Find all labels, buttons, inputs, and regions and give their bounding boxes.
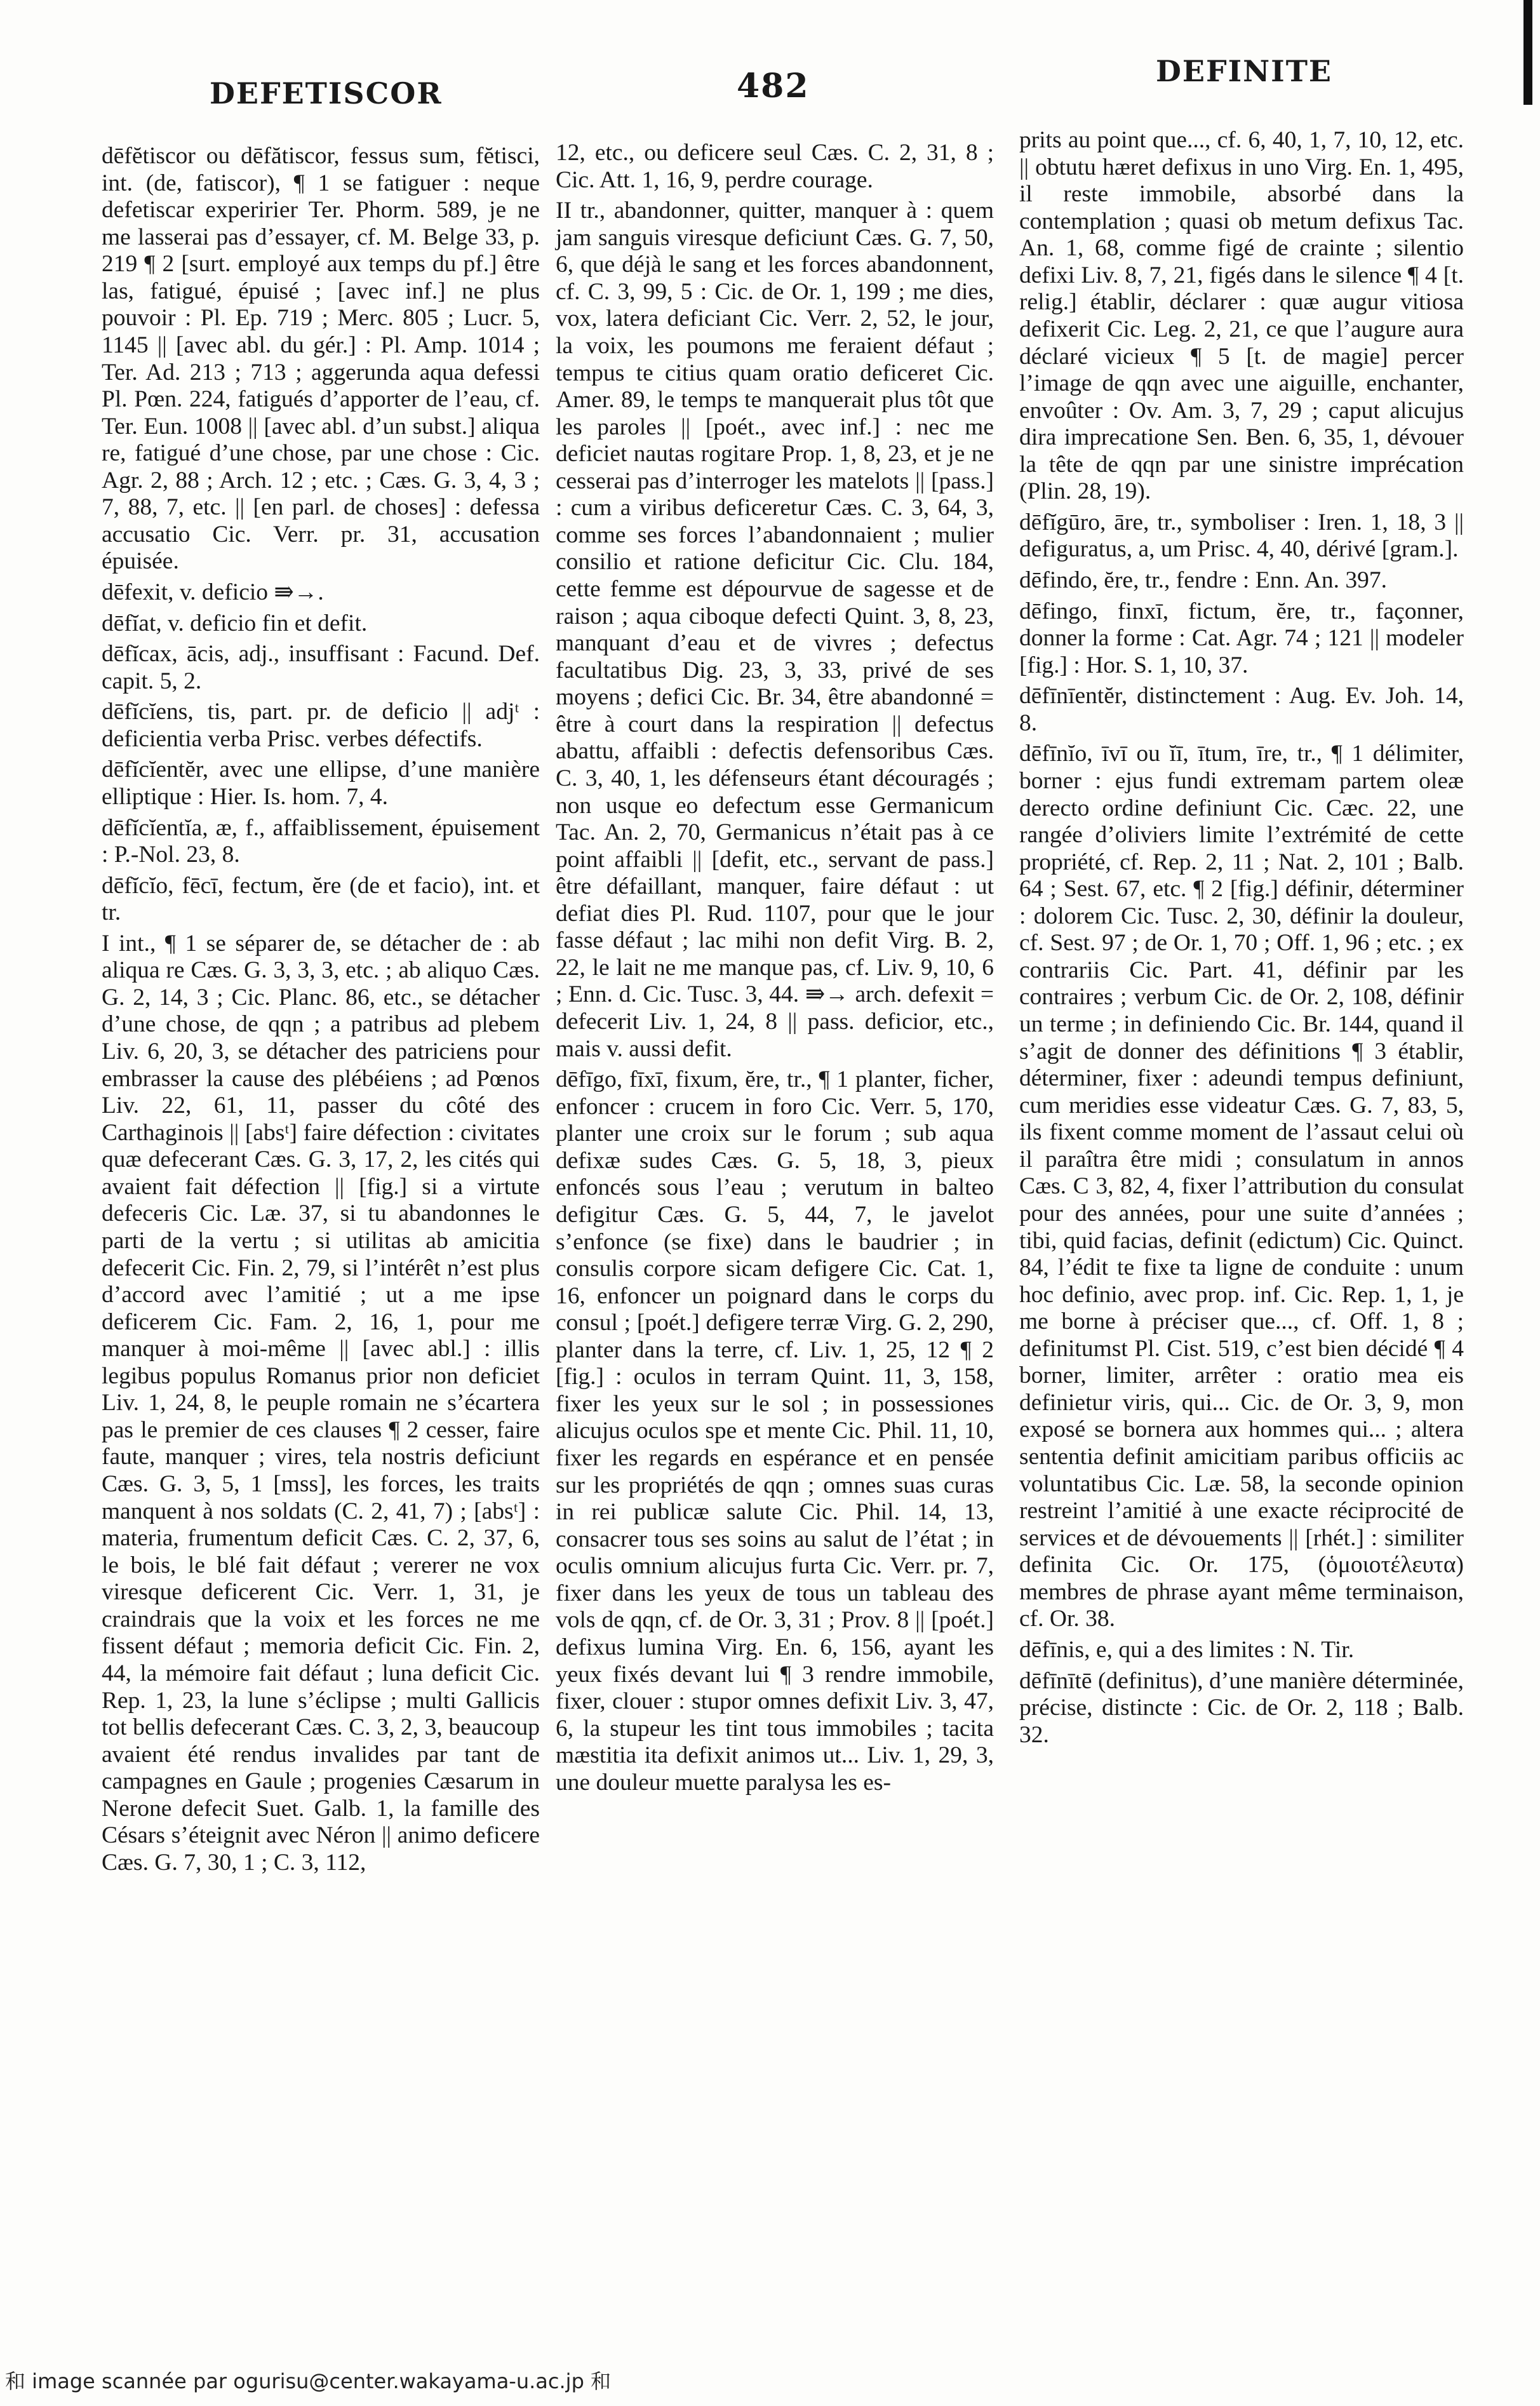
dictionary-entry: dēfexit, v. deficio ⇛→. [102, 579, 324, 605]
dictionary-entry: prits au point que..., cf. 6, 40, 1, 7, 10, 12, etc. || obtutu hæret defixus in uno Virg. En. 1, 495, il reste immobile, absorbé dans la contemplation ; quasi ob metum defixus Tac. An. 1, 68, comme figé de crainte ; silentio defixi Liv. 8, 7, 21, figés dans le silence ¶ 4 [t. relig.] établir, déclarer : quæ augur vitiosa defixerit Cic. Leg. 2, 21, ce que l’augure aura déclaré vicieux ¶ 5 [t. de magie] percer l’image de qqn avec une aiguille, enchanter, envoûter : Ov. Am. 3, 7, 29 ; caput alicujus dira imprecatione Sen. Ben. 6, 35, 1, dévouer la tête de qqn par une sinistre imprécation (Plin. 28, 19). [1019, 127, 1464, 505]
page-number: 482 [737, 67, 810, 105]
dictionary-entry: dēfīnĭo, īvī ou ĭī, ītum, īre, tr., ¶ 1 délimiter, borner : ejus fundi extremam partem oleæ derecto ordine definiunt Cic. Cæc. 22, une rangée d’oliviers limite l’extrémité de cette propriété, cf. Rep. 2, 11 ; Nat. 2, 101 ; Balb. 64 ; Sest. 67, etc. ¶ 2 [fig.] définir, déterminer : dolorem Cic. Tusc. 2, 30, définir la douleur, cf. Sest. 97 ; de Or. 1, 70 ; Off. 1, 96 ; etc. ; ex contrariis Cic. Part. 41, définir par les contraires ; verbum Cic. de Or. 2, 108, définir un terme ; in definiendo Cic. Br. 144, quand il s’agit de donner des définitions ¶ 3 établir, déterminer, fixer : adeundi tempus definiunt, cum meridies esse videatur Cæs. G. 7, 83, 5, ils fixent comme moment de l’assaut celui où il paraîtra être midi ; consulatum in annos Cæs. C 3, 82, 4, fixer l’attribution du consulat pour des années, pour une suite d’années ; tibi, quid facias, definit (edictum) Cic. Quinct. 84, l’édit te fixe ta ligne de conduite : unum hoc definio, avec prop. inf. Cic. Rep. 1, 1, je me borne à préciser que..., cf. Off. 1, 8 ; definitumst Pl. Cist. 519, c’est bien décidé ¶ 4 borner, limiter, arrêter : oratio mea eis definietur viris, qui... Cic. de Or. 3, 9, mon exposé se bornera aux hommes qui... ; altera sententia definit amicitiam paribus officiis ac voluntatibus Cic. Læ. 58, la seconde opinion restreint l’amitié à une exacte réciprocité de services et de dévouements || [rhét.] : similiter definita Cic. Or. 175, (ὁμοιοτέλευτα) membres de phrase ayant même terminaison, cf. Or. 38. [1019, 741, 1464, 1632]
dictionary-entry: dēfīnis, e, qui a des limites : N. Tir. [1019, 1636, 1355, 1663]
dictionary-entry: dēfĭcax, ācis, adj., insuffisant : Facund. Def. capit. 5, 2. [102, 641, 540, 694]
running-head-left: DEFETISCOR [210, 76, 443, 111]
dictionary-entry: dēfīnītē (definitus), d’une manière déterminée, précise, distincte : Cic. de Or. 2, 118 ; Balb. 32. [1019, 1667, 1464, 1748]
dictionary-entry: dēfindo, ĕre, tr., fendre : Enn. An. 397. [1019, 567, 1388, 593]
column-1 [102, 143, 540, 1880]
dictionary-entry: dēfĭcĭentĕr, avec une ellipse, d’une manière elliptique : Hier. Is. hom. 7, 4. [102, 756, 540, 810]
running-head-right: DEFINITE [1156, 54, 1332, 88]
column-3 [1019, 127, 1464, 1752]
scan-credit: 和 image scannée par ogurisu@center.wakayama-u.ac.jp 和 [5, 2369, 612, 2393]
dictionary-entry: dēfĕtiscor ou dēfătiscor, fessus sum, fĕtisci, int. (de, fatiscor), ¶ 1 se fatiguer : neque defetiscar experirier Ter. Phorm. 589, je ne me lasserai pas d’essayer, cf. M. Belge 33, p. 219 ¶ 2 [surt. employé aux temps du pf.] être las, fatigué, épuisé ; [avec inf.] ne plus pouvoir : Pl. Ep. 719 ; Merc. 805 ; Lucr. 5, 1145 || [avec abl. du gér.] : Pl. Amp. 1014 ; Ter. Ad. 213 ; 713 ; aggerunda aqua defessi Pl. Pœn. 224, fatigués d’apporter de l’eau, cf. Ter. Eun. 1008 || [avec abl. d’un subst.] aliqua re, fatigué d’une chose, par une chose : Cic. Agr. 2, 88 ; Arch. 12 ; etc. ; Cæs. G. 3, 4, 3 ; 7, 88, 7, etc. || [en parl. de choses] : defessa accusatio Cic. Verr. pr. 31, accusation épuisée. [102, 143, 540, 575]
dictionary-entry: I int., ¶ 1 se séparer de, se détacher de : ab aliqua re Cæs. G. 3, 3, 3, etc. ; ab aliquo Cæs. G. 2, 14, 3 ; Cic. Planc. 86, etc., se détacher d’une chose, de qqn ; a patribus ad plebem Liv. 6, 20, 3, se détacher des patriciens pour embrasser la cause des plébéiens ; ad Pœnos Liv. 22, 61, 11, passer du côté des Carthaginois || [absᵗ] faire défection : civitates quæ defecerant Cæs. G. 3, 17, 2, les cités qui avaient fait défection || [fig.] si a virtute defeceris Cic. Læ. 37, si tu abandonnes le parti de la vertu ; si utilitas ab amicitia defecerit Cic. Fin. 2, 79, si l’intérêt n’est plus d’accord avec l’amitié ; ut a me ipse deficerem Cic. Fam. 2, 16, 1, pour me manquer à moi-même || [avec abl.] : illis legibus populus Romanus prior non deficiet Liv. 1, 24, 8, le peuple romain ne s’écartera pas le premier de ces clauses ¶ 2 cesser, faire faute, manquer ; vires, tela nostris deficiunt Cæs. G. 3, 5, 1 [mss], les forces, les traits manquent à nos soldats (C. 2, 41, 7) ; [absᵗ] : materia, frumentum deficit Cæs. C. 2, 37, 6, le bois, le blé fait défaut ; vererer ne vox viresque deficerent Cic. Verr. 1, 31, je craindrais que la voix et les forces ne me fissent défaut ; memoria deficit Cic. Fin. 2, 44, la mémoire fait défaut ; luna deficit Cic. Rep. 1, 23, la lune s’éclipse ; multi Gallicis tot bellis defecerant Cæs. C. 3, 2, 3, beaucoup avaient été rendus invalides par tant de campagnes en Gaule ; progenies Cæsarum in Nerone defecit Suet. Galb. 1, la famille des Césars s’éteignit avec Néron || animo deficere Cæs. G. 7, 30, 1 ; C. 3, 112, [102, 930, 540, 1876]
dictionary-entry: dēfĭcĭo, fēcī, fectum, ĕre (de et facio), int. et tr. [102, 872, 540, 926]
page-edge-mark [1523, 0, 1532, 105]
dictionary-entry: II tr., abandonner, quitter, manquer à : quem jam sanguis viresque deficiunt Cæs. G. 7, 50, 6, que déjà le sang et les forces abandonnent, cf. C. 3, 99, 5 : Cic. de Or. 1, 199 ; me dies, vox, latera deficiant Cic. Verr. 2, 52, le jour, la voix, les poumons me feraient défaut ; tempus te citius quam oratio deficeret Cic. Amer. 89, le temps te manquerait plus tôt que les paroles || [poét., avec inf.] : nec me deficiet nautas rogitare Prop. 1, 8, 23, et je ne cesserai pas d’interroger les matelots || [pass.] : cum a viribus deficeretur Cæs. C. 3, 64, 3, comme ses forces l’abandonnaient ; mulier consilio et ratione deficitur Cic. Clu. 184, cette femme est dépourvue de sagesse et de raison ; aqua ciboque defecti Quint. 3, 8, 23, manquant d’eau et de vivres ; defectus facultatibus Dig. 23, 3, 33, privé de ses moyens ; defici Cic. Br. 34, être abandonné = être à court dans la respiration || defectus abattu, affaibli : defectis defensoribus Cæs. C. 3, 40, 1, les défenseurs étant découragés ; non usque eo defectum esse Germanicum Tac. An. 2, 70, Germanicus n’était pas à ce point affaibli || [defit, etc., servant de pass.] être défaillant, manquer, faire défaut : ut defiat dies Pl. Rud. 1107, pour que le jour fasse défaut ; lac mihi non defit Virg. B. 2, 22, le lait ne me manque pas, cf. Liv. 9, 10, 6 ; Enn. d. Cic. Tusc. 3, 44. ⇛→ arch. defexit = defecerit Liv. 1, 24, 8 || pass. deficior, etc., mais v. aussi defit. [556, 198, 994, 1062]
dictionary-entry: dēfingo, finxī, fictum, ĕre, tr., façonner, donner la forme : Cat. Agr. 74 ; 121 || modeler [fig.] : Hor. S. 1, 10, 37. [1019, 598, 1464, 678]
column-2 [556, 140, 994, 1800]
dictionary-entry: dēfĭgūro, āre, tr., symboliser : Iren. 1, 18, 3 || defiguratus, a, um Prisc. 4, 40, dérivé [gram.]. [1019, 509, 1464, 563]
dictionary-entry: dēfĭat, v. deficio fin et defit. [102, 610, 368, 636]
dictionary-entry: dēfīnīentĕr, distinctement : Aug. Ev. Joh. 14, 8. [1019, 683, 1464, 736]
dictionary-entry: 12, etc., ou deficere seul Cæs. C. 2, 31, 8 ; Cic. Att. 1, 16, 9, perdre courage. [556, 140, 994, 193]
dictionary-entry: dēfĭcĭentĭa, æ, f., affaiblissement, épuisement : P.-Nol. 23, 8. [102, 814, 540, 868]
dictionary-entry: dēfīgo, fīxī, fixum, ĕre, tr., ¶ 1 planter, ficher, enfoncer : crucem in foro Cic. Verr. 5, 170, planter une croix sur le forum ; sub aqua defixæ sudes Cæs. G. 5, 18, 3, pieux enfoncés sous l’eau ; verutum in balteo defigitur Cæs. G. 5, 44, 7, le javelot s’enfonce (se fixe) dans le baudrier ; in consulis corpore sicam defigere Cic. Cat. 1, 16, enfoncer un poignard dans le corps du consul ; [poét.] defigere terræ Virg. G. 2, 290, planter dans la terre, cf. Liv. 1, 25, 12 ¶ 2 [fig.] : oculos in terram Quint. 11, 3, 158, fixer les yeux sur le sol ; in possessiones alicujus oculos spe et mente Cic. Phil. 11, 10, fixer les regards en espérance et en pensée sur les propriétés de qqn ; omnes suas curas in rei publicæ salute Cic. Phil. 14, 13, consacrer tous ses soins au salut de l’état ; in oculis omnium alicujus furta Cic. Verr. pr. 7, fixer dans les yeux de tous un tableau des vols de qqn, cf. de Or. 3, 31 ; Prov. 8 || [poét.] defixus lumina Virg. En. 6, 156, ayant les yeux fixés devant lui ¶ 3 rendre immobile, fixer, clouer : stupor omnes defixit Liv. 3, 47, 6, la stupeur les tint tous immobiles ; tacita mæstitia ita defixit animos ut... Liv. 1, 29, 3, une douleur muette paralysa les es- [556, 1066, 994, 1796]
dictionary-entry: dēfĭcĭens, tis, part. pr. de deficio || adjᵗ : deficientia verba Prisc. verbes défectifs. [102, 699, 540, 752]
